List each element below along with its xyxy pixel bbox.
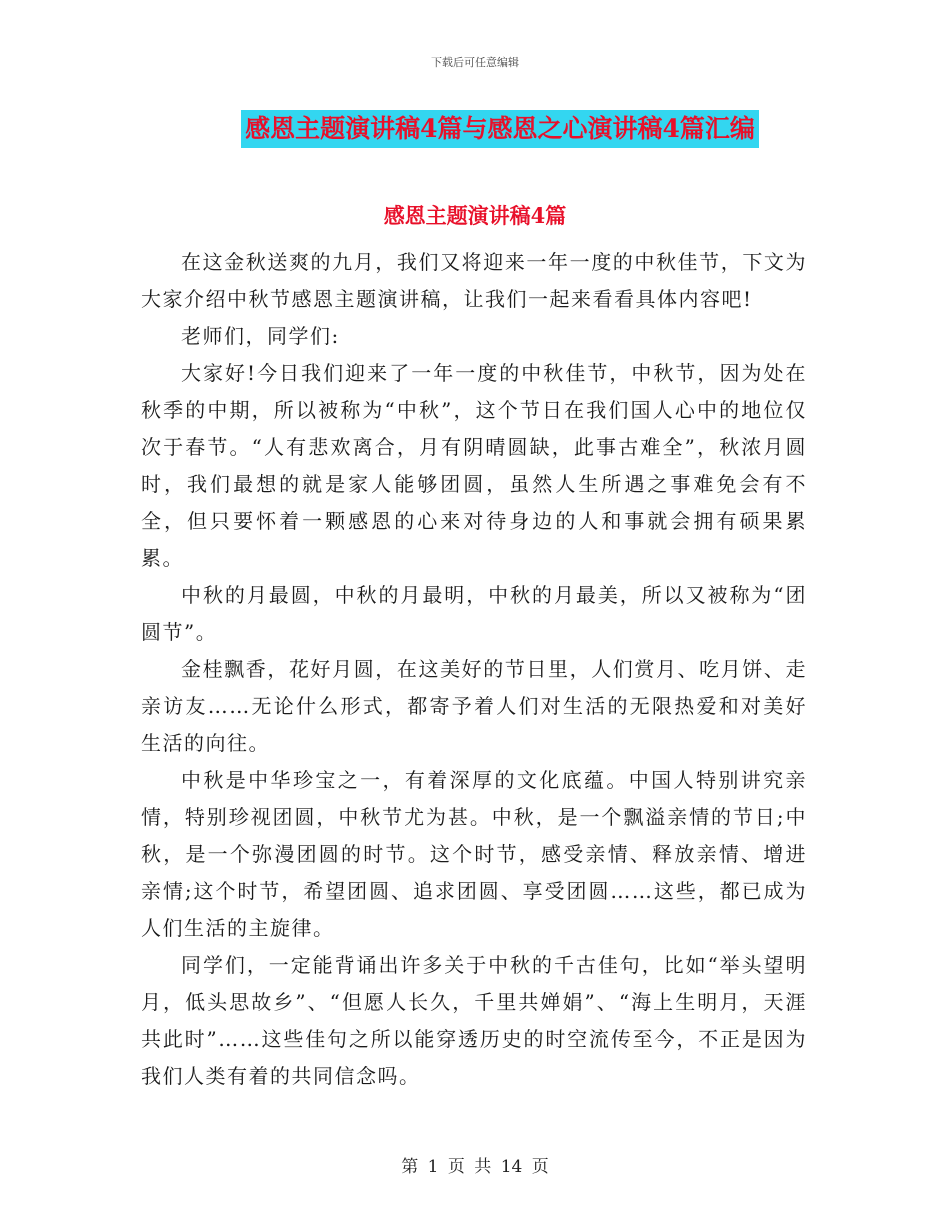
paragraph-3: 大家好!今日我们迎来了一年一度的中秋佳节，中秋节，因为处在秋季的中期，所以被称为“中秋”，这个节日在我们国人心中的地位仅次于春节。“人有悲欢离合，月有阴晴圆缺，此事古难全”，秋浓月圆时，我们最想的就是家人能够团圆，虽然人生所遇之事难免会有不全，但只要怀着一颗感恩的心来对待身边的人和事就会拥有硕果累累。: [141, 361, 807, 570]
paragraph-6: 中秋是中华珍宝之一，有着深厚的文化底蕴。中国人特别讲究亲情，特别珍视团圆，中秋节尤为甚。中秋，是一个飘溢亲情的节日;中秋，是一个弥漫团圆的时节。这个时节，感受亲情、释放亲情、增进亲情;这个时节，希望团圆、追求团圆、享受团圆……这些，都已成为人们生活的主旋律。: [141, 768, 807, 940]
paragraph-2: 老师们，同学们:: [181, 324, 340, 348]
paragraph-7: 同学们，一定能背诵出许多关于中秋的千古佳句，比如“举头望明月，低头思故乡”、“但愿人长久，千里共婵娟”、“海上生明月，天涯共此时”……这些佳句之所以能穿透历史的时空流传至今，不正是因为我们人类有着的共同信念吗。: [141, 953, 807, 1088]
page-footer: 第 1 页 共 14 页: [401, 1157, 549, 1177]
main-title: 感恩主题演讲稿4篇与感恩之心演讲稿4篇汇编: [241, 110, 759, 148]
paragraph-5: 金桂飘香，花好月圆，在这美好的节日里，人们赏月、吃月饼、走亲访友……无论什么形式，都寄予着人们对生活的无限热爱和对美好生活的向往。: [141, 657, 807, 755]
main-title-wrap: [0, 110, 950, 148]
paragraph-1: 在这金秋送爽的九月，我们又将迎来一年一度的中秋佳节，下文为大家介绍中秋节感恩主题演讲稿，让我们一起来看看具体内容吧!: [141, 250, 807, 311]
paragraph-4: 中秋的月最圆，中秋的月最明，中秋的月最美，所以又被称为“团圆节”。: [141, 583, 807, 644]
section-title: 感恩主题演讲稿4篇: [383, 203, 567, 228]
body-text: [141, 244, 807, 1095]
header-note: 下载后可任意编辑: [431, 56, 519, 69]
